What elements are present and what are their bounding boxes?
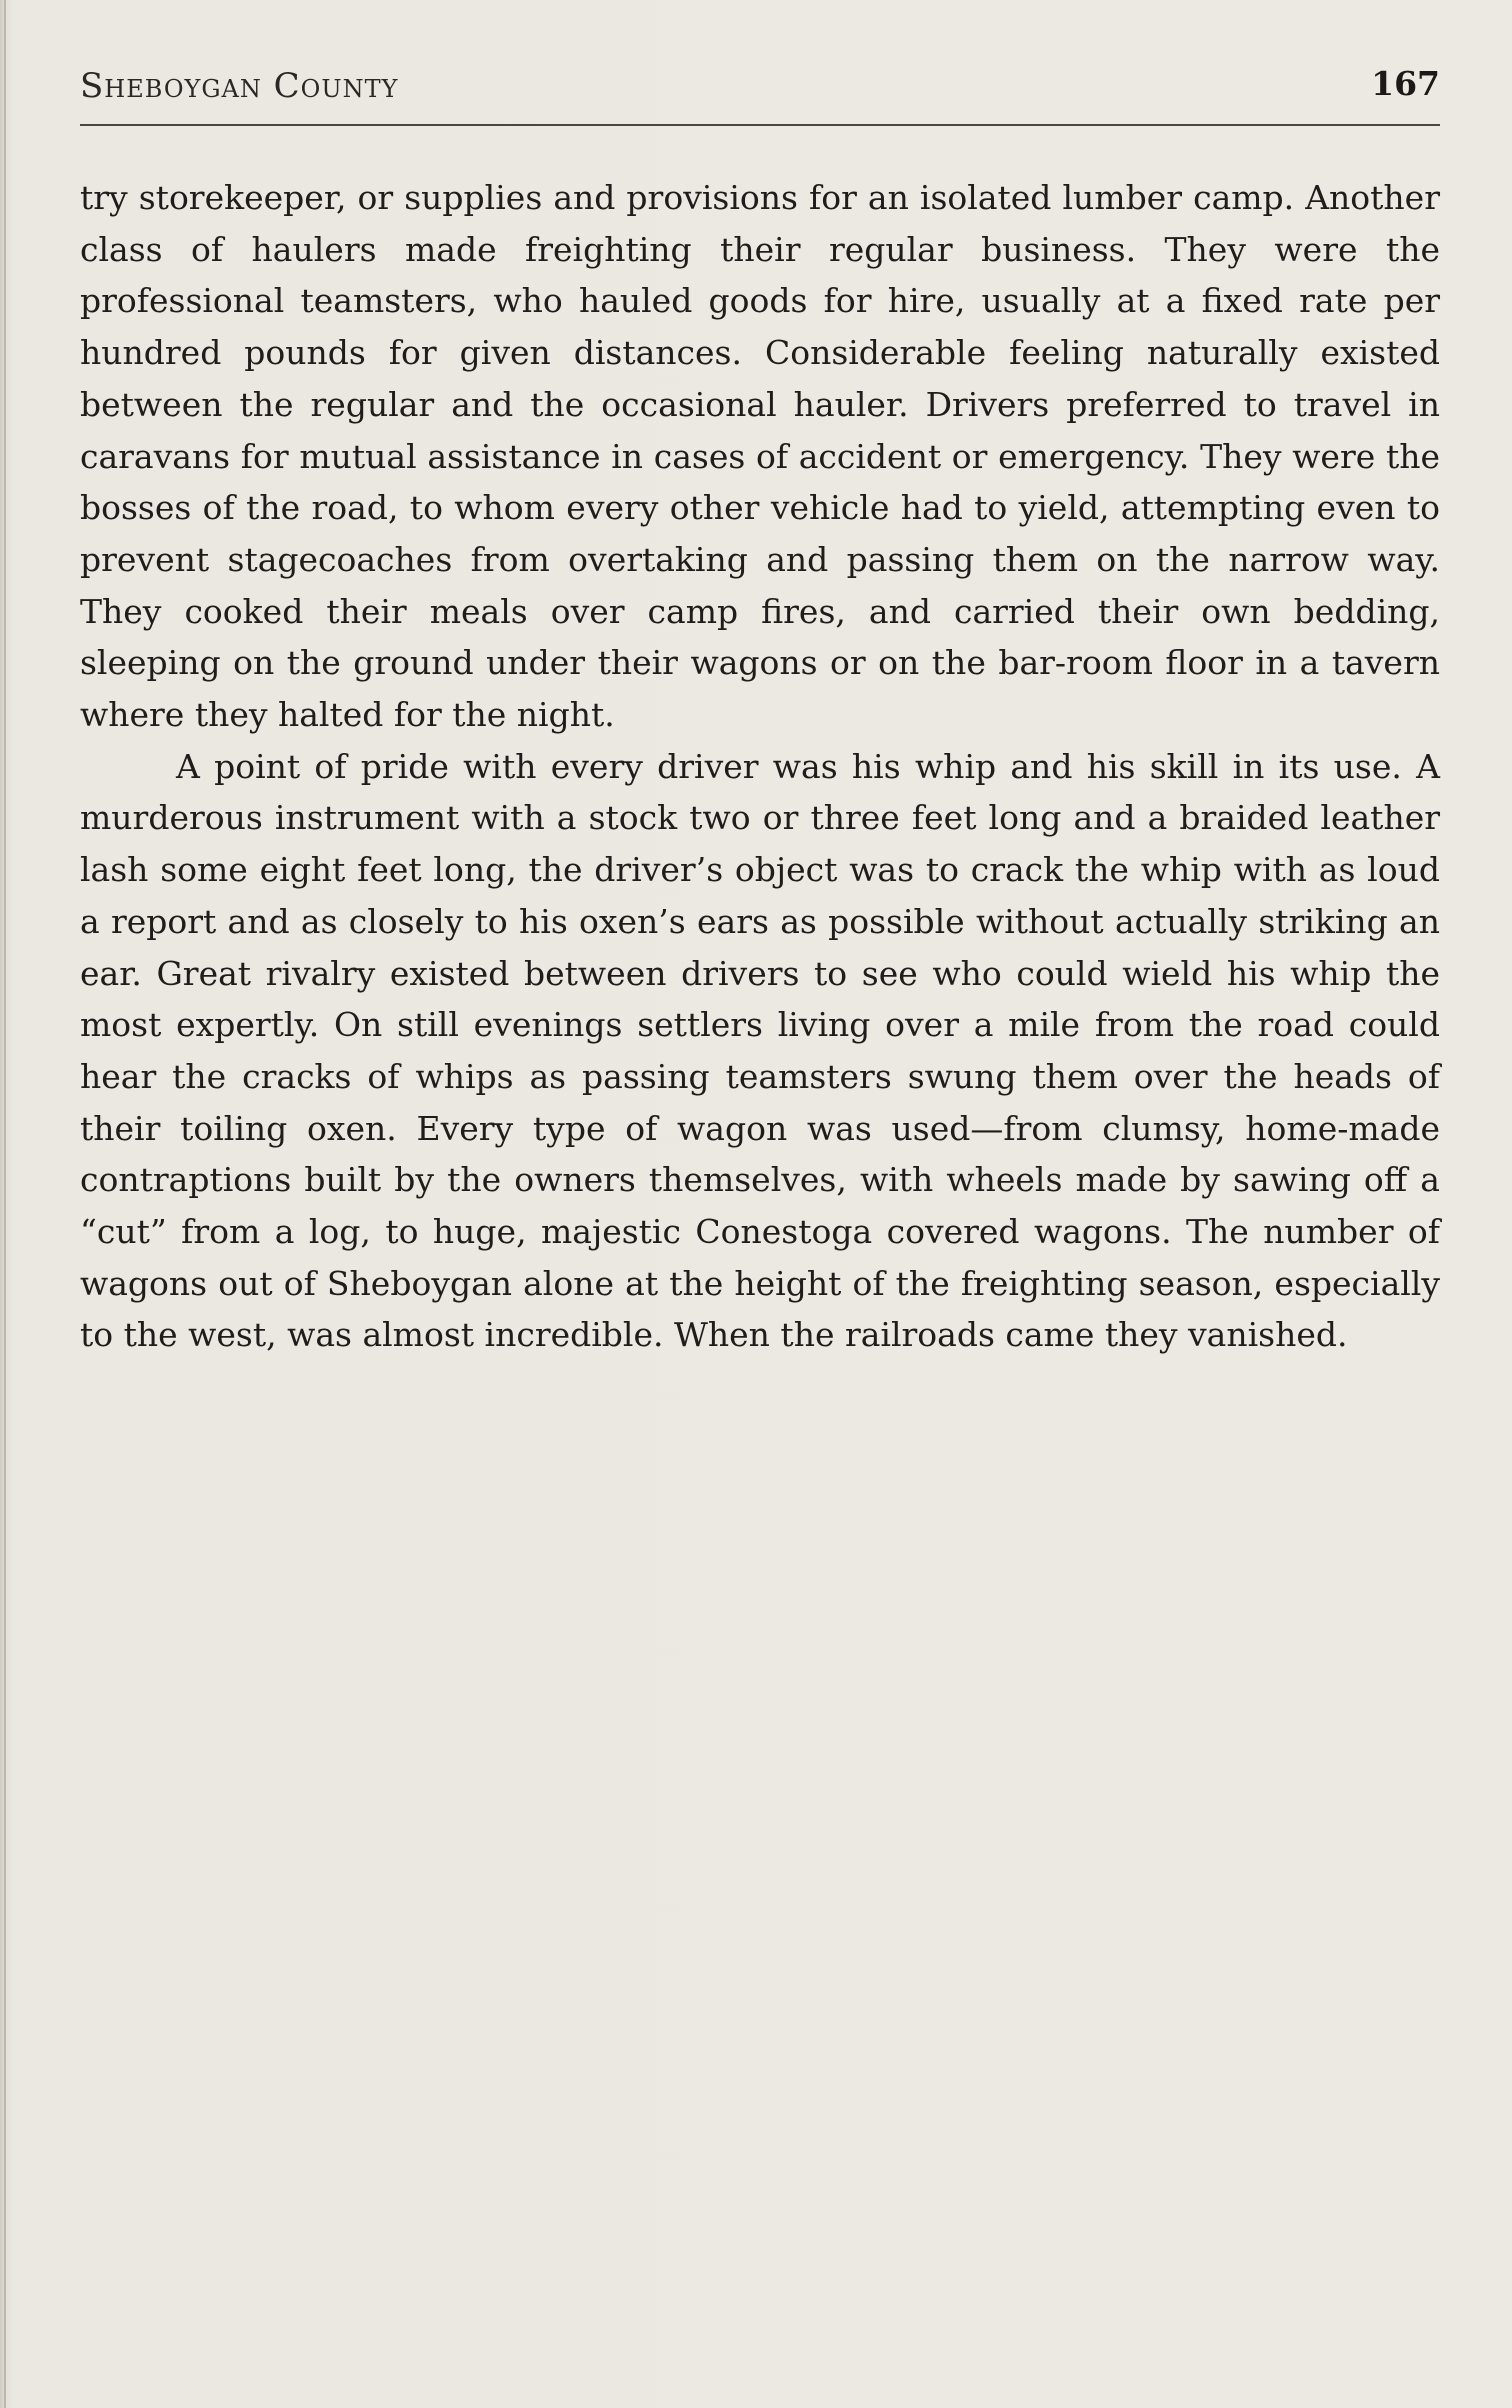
paragraph-whip: A point of pride with every driver was his whip and his skill in its use. A murderous instrument with a stock two or three feet long and a braided leather lash some eight feet long, the driver’s object was to crack the whip with as loud a report and as closely to his oxen’s ears as possible without actually striking an ear. Great rivalry existed between drivers to see who could wield his whip the most expertly. On still evenings settlers living over a mile from the road could hear the cracks of whips as passing teamsters swung them over the heads of their toiling oxen. Every type of wagon was used—from clumsy, home-made contraptions built by the owners themselves, with wheels made by sawing off a “cut” from a log, to huge, majestic Conestoga covered wagons. The number of wagons out of Sheboygan alone at the height of the freighting season, especially to the west, was almost incredible. When the railroads came they vanished. bbox=[80, 746, 1440, 1355]
paragraph-continued: try storekeeper, or supplies and provisions for an isolated lumber camp. Another class of haulers made freighting their regular business. They were the professional teamsters, who hauled goods for hire, usually at a fixed rate per hundred pounds for given distances. Considerable feeling naturally existed between the regular and the occasional hauler. Drivers preferred to travel in caravans for mutual assistance in cases of accident or emergency. They were the bosses of the road, to whom every other vehicle had to yield, attempting even to prevent stagecoaches from overtaking and passing them on the narrow way. They cooked their meals over camp fires, and carried their own bedding, sleeping on the ground under their wagons or on the bar-room floor in a tavern where they halted for the night. bbox=[80, 178, 1440, 735]
page-number: 167 bbox=[1371, 64, 1440, 103]
page-header bbox=[80, 62, 1440, 114]
body-text bbox=[80, 172, 1440, 1361]
page-gutter-edge bbox=[4, 0, 6, 2408]
running-head: Sheboygan County bbox=[80, 66, 399, 106]
header-rule bbox=[80, 124, 1440, 126]
